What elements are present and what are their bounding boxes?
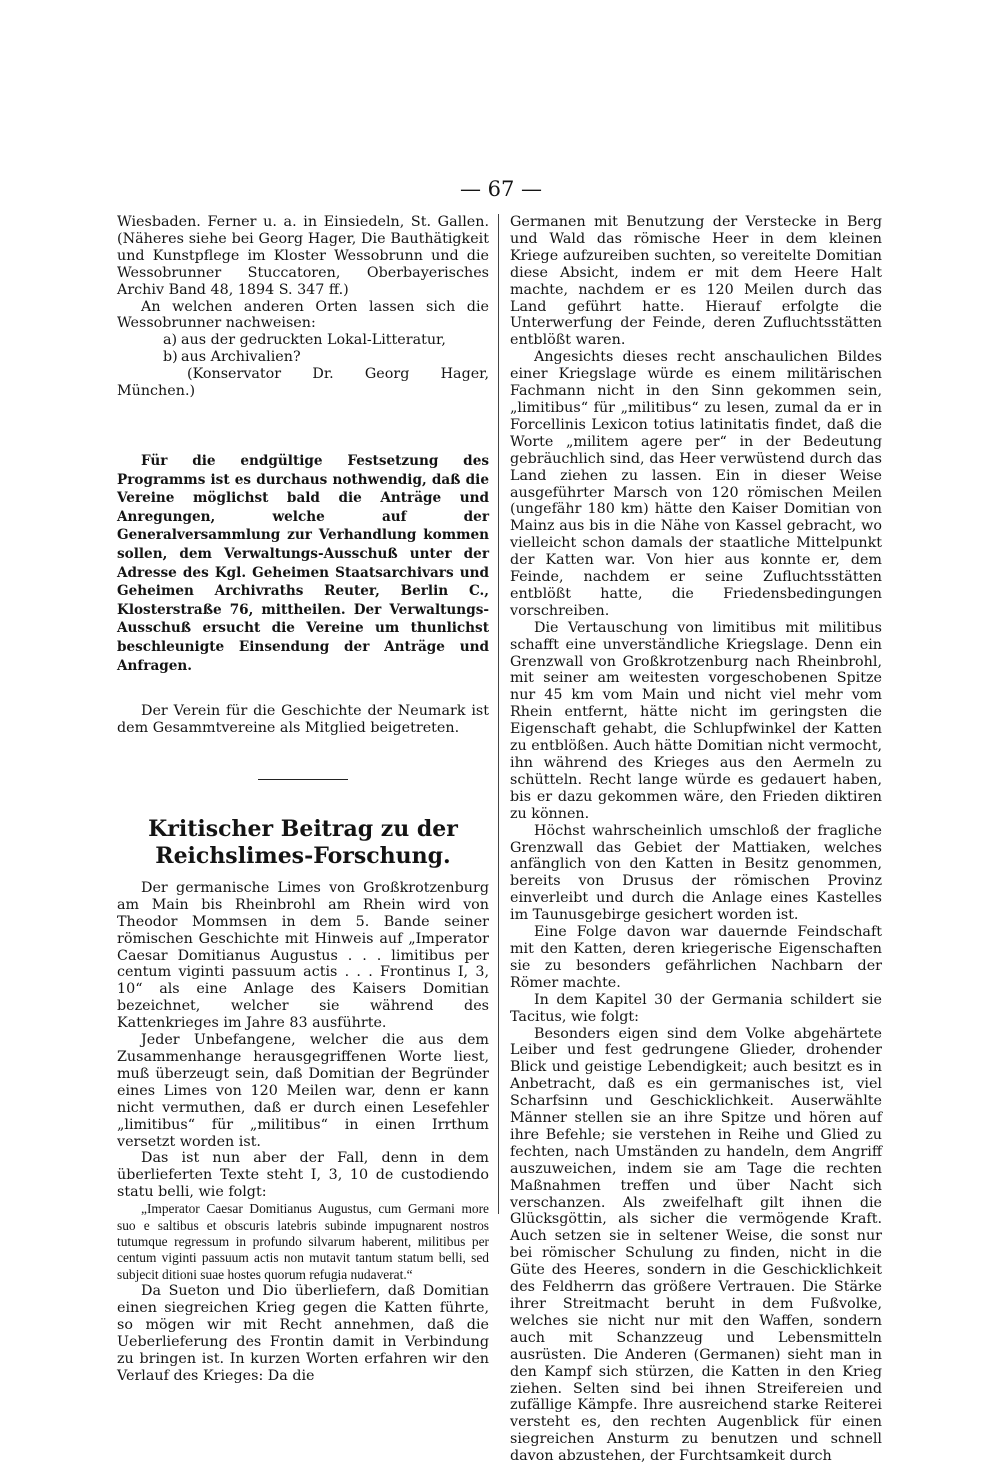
list-item — [163, 332, 489, 349]
article-paragraph: Angesichts dieses recht anschaulichen Bildes einer Kriegslage würde es einem militärischen Fachmann nicht in den Sinn gekommen sein, „limitibus“ für „militibus“ zu lesen, zumal da er in Forcellinis Lexicon totius latinitatis findet, daß die Worte „militem agere per“ in der Bedeutung gebräuchlich sind, das Heer verwüstend durch das Land ziehen zu lassen. Ein in dieser Weise ausgeführter Marsch von 120 römischen Meilen (ungefähr 180 km) hätte den Kaiser Domitian von Mainz aus bis in die Nähe von Kassel gebracht, wo vielleicht schon damals der staatliche Mittelpunkt der Katten war. Von hier aus konnte er, dem Feinde, nachdem er seine Zufluchtsstätten entblößt hatte, die Friedensbedingungen vorschreiben. — [510, 349, 882, 620]
column-rule — [498, 214, 499, 1214]
article-title: Kritischer Beitrag zu der Reichslimes-Forschung. — [117, 816, 489, 870]
right-column — [510, 214, 882, 1465]
article-paragraph: Germanen mit Benutzung der Verstecke in Berg und Wald das römische Heer in dem kleinen Kriege aufzureiben suchten, so vereitelte Domitian diese Absicht, indem er mit dem Heere Halt machte, nachdem er es 120 Meilen durch das Land geführt hatte. Hierauf erfolgte die Unterwerfung der Feinde, deren Zufluchtsstätten entblößt waren. — [510, 214, 882, 349]
article-paragraph: Besonders eigen sind dem Volke abgehärtete Leiber und fest gedrungene Glieder, drohender Blick und geistige Lebendigkeit; auch besitzt es in Anbetracht, daß es ein germanisches ist, viel Scharfsinn und Geschicklichkeit. Auserwählte Männer stellen sie an ihre Spitze und hören auf ihre Befehle; sie verstehen in Reihe und Glied zu fechten, nach Umständen zu handeln, dem Angriff auszuweichen, indem sie am Tage die rechten Maßnahmen treffen und über Nacht sich verschanzen. Als zweifelhaft gilt ihnen die Glücksgöttin, als sicher die vermögende Kraft. Auch setzen sie in seltener Weise, die sonst nur bei römischer Schulung zu finden, nicht in die Güte des Heeres, sondern in die Geschicklichkeit des Feldherrn das größere Vertrauen. Die Stärke ihrer Streitmacht beruht in dem Fußvolke, welches sie nicht nur mit den Waffen, sondern auch mit Schanzzeug und Lebensmitteln ausrüsten. Die Anderen (Germanen) sieht man in den Kampf sich stürzen, die Katten in den Krieg ziehen. Selten sind bei ihnen Streifereien und zufällige Kämpfe. Ihre ausreichend starke Reiterei versteht es, den rechten Augenblick für einen siegreichen Ansturm zu benutzen und schnell davon abzustehen, der Furchtsamkeit durch — [510, 1026, 882, 1465]
article-paragraph: Jeder Unbefangene, welcher die aus dem Zusammenhange herausgegriffenen Worte liest, muß überzeugt sein, daß Domitian der Begründer eines Limes von 120 Meilen war, denn er kann nicht vermuthen, daß er durch einen Lesefehler „limitibus“ für „militibus“ in einen Irrthum versetzt worden ist. — [117, 1032, 489, 1150]
announcement-paragraph: Für die endgültige Festsetzung des Programms ist es durchaus nothwendig, daß die Vereine möglichst bald die Anträge und Anregungen, welche auf der Generalversammlung zur Verhandlung kommen sollen, dem Verwaltungs-Ausschuß unter der Adresse des Kgl. Geheimen Staatsarchivars und Geheimen Archivraths Reuter, Berlin C., Klosterstraße 76, mittheilen. Der Verwaltungs-Ausschuß ersucht die Vereine um thunlichst beschleunigte Einsendung der Anträge und Anfragen. — [117, 452, 489, 675]
membership-notice: Der Verein für die Geschichte der Neumark ist dem Gesammtvereine als Mitglied beigetreten. — [117, 703, 489, 737]
list-marker: a) — [163, 332, 181, 349]
section-divider — [258, 779, 348, 780]
page-number: — 67 — — [456, 176, 546, 202]
left-column — [117, 214, 489, 1385]
list-marker: b) — [163, 349, 181, 366]
latin-quote: „Imperator Caesar Domitianus Augustus, cum Germani more suo e saltibus et obscuris latebris subinde impugnarent nostros tutumque regressum in profundo silvarum haberent, militibus per centum viginti passuum actis non mutavit tantum statum belli, sed subjecit ditioni suae hostes quorum refugia nudaverat.“ — [117, 1201, 489, 1283]
list-item — [163, 349, 489, 366]
intro-paragraph: Wiesbaden. Ferner u. a. in Einsiedeln, St. Gallen. (Näheres siehe bei Georg Hager, Die Bauthätigkeit und Kunstpflege im Kloster Wessobrunn und die Wessobrunner Stuccatoren, Oberbayerisches Archiv Band 48, 1894 S. 347 ff.) — [117, 214, 489, 299]
article-paragraph: In dem Kapitel 30 der Germania schildert sie Tacitus, wie folgt: — [510, 992, 882, 1026]
article-paragraph: Der germanische Limes von Großkrotzenburg am Main bis Rheinbrohl am Rhein wird von Theodor Mommsen in dem 5. Bande seiner römischen Geschichte mit Hinweis auf „Imperator Caesar Domitianus Augustus . . . limitibus per centum viginti passuum actis . . . Frontinus I, 3, 10“ als eine Anlage des Kaisers Domitian bezeichnet, welcher sie während des Kattenkrieges im Jahre 83 ausführte. — [117, 880, 489, 1032]
question-paragraph: An welchen anderen Orten lassen sich die Wessobrunner nachweisen: — [117, 299, 489, 333]
list-item-text: aus der gedruckten Lokal-Litteratur, — [181, 332, 446, 348]
question-list — [117, 332, 489, 366]
article-paragraph: Die Vertauschung von limitibus mit militibus schafft eine unverständliche Kriegslage. Denn ein Grenzwall von Großkrotzenburg nach Rheinbrohl, mit seiner am weitesten vorgeschobenen Spitze nur 45 km vom Main und nicht viel mehr vom Rhein entfernt, hätte nicht im geringsten die Eigenschaft gehabt, die Schlupfwinkel der Katten zu entblößen. Auch hätte Domitian nicht vermocht, ihn während des Krieges aus den Aermeln zu schütteln. Recht lange würde es gedauert haben, bis er dazu gekommen wäre, den Frieden diktiren zu können. — [510, 620, 882, 823]
article-paragraph: Höchst wahrscheinlich umschloß der fragliche Grenzwall das Gebiet der Mattiaken, welches anfänglich von den Katten in Besitz genommen, bereits von Drusus der römischen Provinz einverleibt und durch die Anlage eines Kastelles im Taunusgebirge gesichert worden ist. — [510, 823, 882, 924]
author-signature: (Konservator Dr. Georg Hager, München.) — [117, 366, 489, 400]
article-paragraph: Das ist nun aber der Fall, denn in dem überlieferten Texte steht I, 3, 10 de custodiendo statu belli, wie folgt: — [117, 1150, 489, 1201]
article-paragraph: Eine Folge davon war dauernde Feindschaft mit den Katten, deren kriegerische Eigenschaften sie zu besonders gefährlichen Nachbarn der Römer machte. — [510, 924, 882, 992]
list-item-text: aus Archivalien? — [181, 349, 301, 365]
article-paragraph: Da Sueton und Dio überliefern, daß Domitian einen siegreichen Krieg gegen die Katten führte, so mögen wir mit Recht annehmen, daß die Ueberlieferung des Frontin damit in Verbindung zu bringen ist. In kurzen Worten erfahren wir den Verlauf des Krieges: Da die — [117, 1283, 489, 1384]
